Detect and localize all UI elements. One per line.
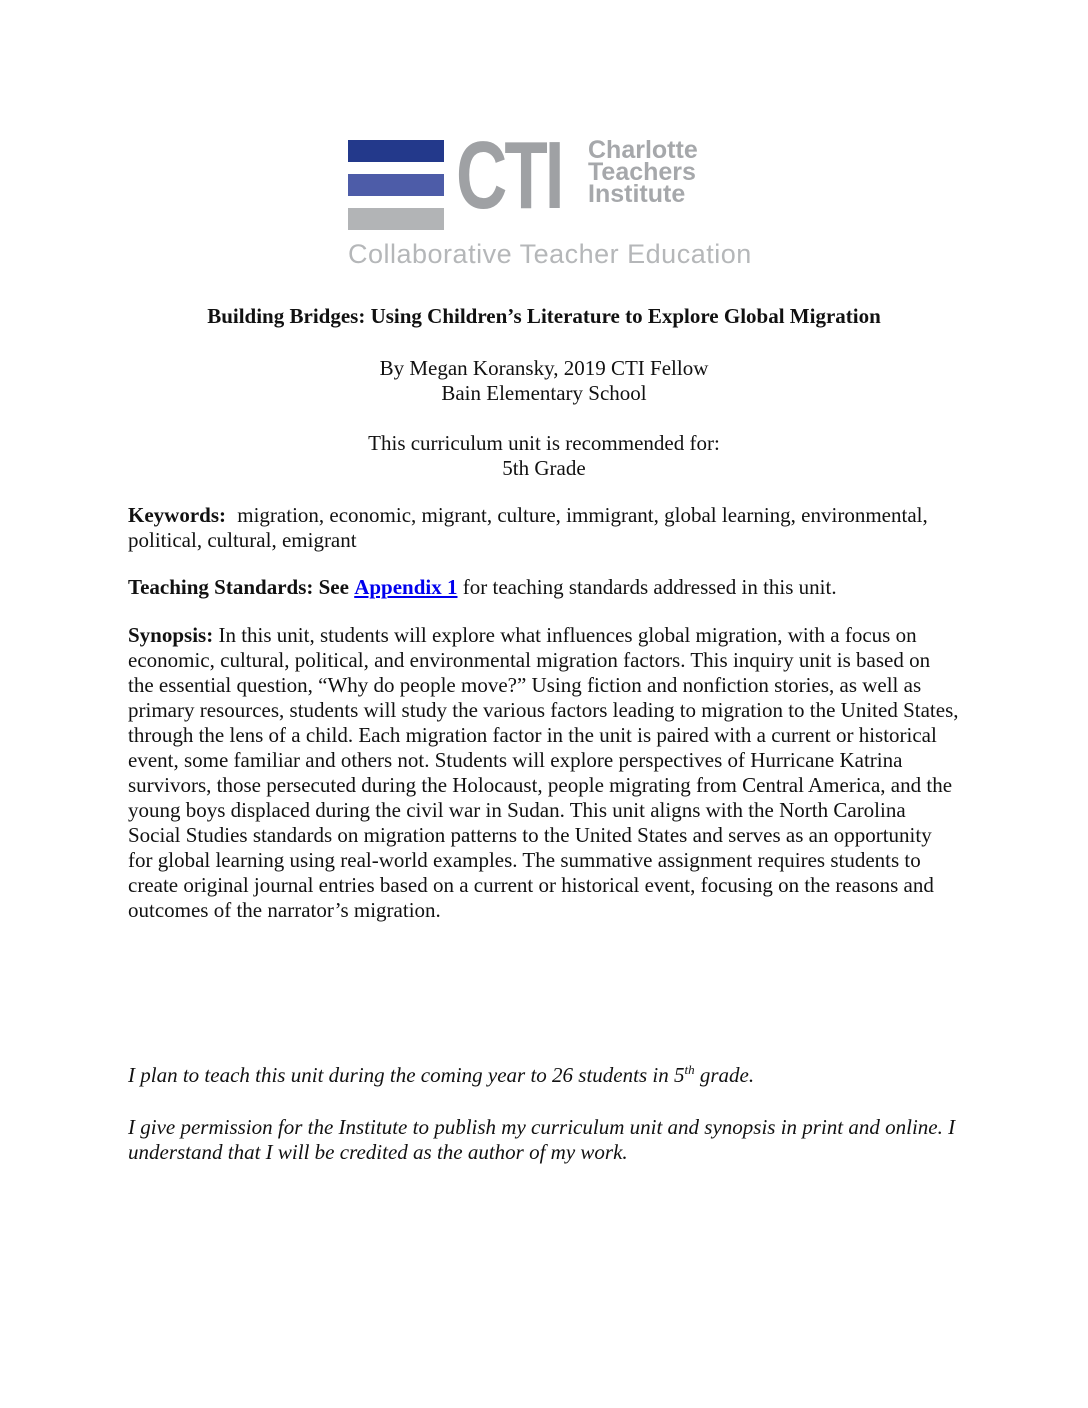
byline: By Megan Koransky, 2019 CTI Fellow — [379, 356, 709, 380]
logo-name-line-1: Charlotte — [588, 136, 698, 164]
cti-logo — [348, 122, 752, 269]
school-name: Bain Elementary School — [441, 381, 647, 405]
logo-org-name — [588, 136, 698, 208]
logo-bars-icon — [348, 140, 444, 230]
permission-statement: I give permission for the Institute to publish my curriculum unit and synopsis in print and online. I understand that I will be credited as the author of my work. — [128, 1115, 956, 1164]
recommended-grade: 5th Grade — [502, 456, 586, 480]
plan-before: I plan to teach this unit during the coming year to 26 students in 5 — [128, 1063, 685, 1087]
keywords-label: Keywords: — [128, 503, 226, 527]
logo-tagline: Collaborative Teacher Education — [348, 239, 752, 269]
teaching-standards-after: for teaching standards addressed in this unit. — [462, 575, 837, 599]
keywords-paragraph — [128, 503, 960, 553]
synopsis-label: Synopsis: — [128, 623, 214, 647]
teaching-standards-label: Teaching Standards: — [128, 575, 314, 599]
logo-row — [348, 122, 740, 230]
synopsis-text: In this unit, students will explore what influences global migration, with a focus on economic, cultural, political, and environmental migration factors. This inquiry unit is based on the essential question, “Why do people move?” Using fiction and nonfiction stories, as well as primary resources, students will study the various factors leading to migration to the United States, through the lens of a child. Each migration factor in the unit is paired with a current or historical event, some familiar and others not. Students will explore perspectives of Hurricane Katrina survivors, those persecuted during the Holocaust, people migrating from Central America, and the young boys displaced during the civil war in Sudan. This unit aligns with the North Carolina Social Studies standards on migration patterns to the United States and serves as an opportunity for global learning using real-world examples. The summative assignment requires students to create original journal entries based on a current or historical event, focusing on the reasons and outcomes of the narrator’s migration. — [128, 623, 959, 922]
logo-acronym — [456, 122, 578, 229]
logo-name-line-3: Institute — [588, 180, 686, 208]
plan-statement — [128, 1063, 960, 1088]
logo-bar-medium-blue — [348, 174, 444, 196]
logo-name-line-2: Teachers — [588, 158, 696, 186]
page-title: Building Bridges: Using Children’s Literature to Explore Global Migration — [207, 304, 881, 328]
appendix-1-link[interactable]: Appendix 1 — [354, 575, 458, 599]
teaching-standards-paragraph — [128, 575, 960, 600]
plan-after: grade. — [694, 1063, 755, 1087]
recommended-intro: This curriculum unit is recommended for: — [368, 431, 720, 455]
plan-superscript: th — [684, 1062, 695, 1077]
logo-bar-gray — [348, 208, 444, 230]
synopsis-paragraph — [128, 623, 960, 923]
logo-acronym-text: CTI — [456, 122, 562, 229]
keywords-text: migration, economic, migrant, culture, immigrant, global learning, environmental, political, cultural, emigrant — [128, 503, 928, 552]
teaching-standards-see: See — [318, 575, 349, 599]
logo-bar-dark-blue — [348, 140, 444, 162]
